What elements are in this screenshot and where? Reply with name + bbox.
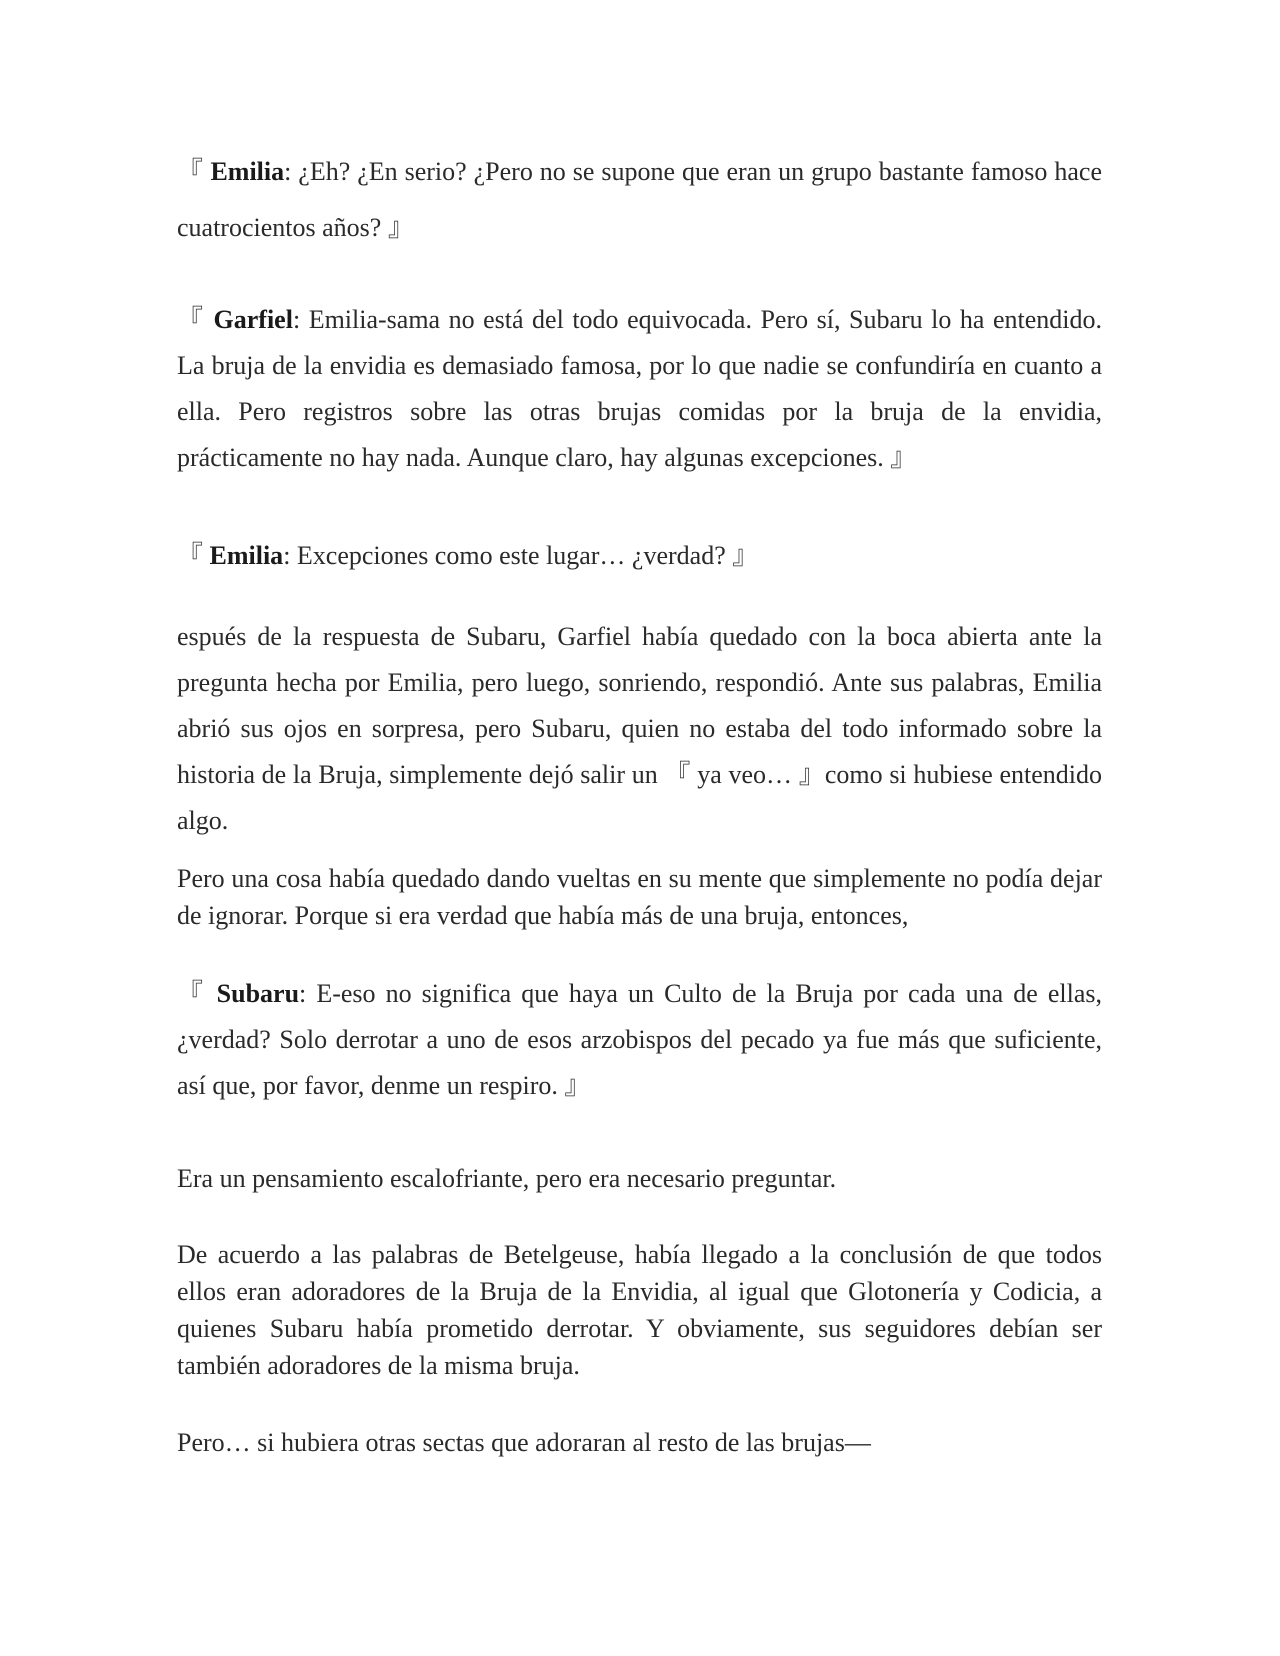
close-bracket: 』: [387, 213, 414, 242]
narration-paragraph-5: [177, 1424, 1102, 1461]
narration-paragraph-3: [177, 1160, 1102, 1197]
inline-quote: ya veo…: [690, 760, 799, 789]
narration-text: Era un pensamiento escalofriante, pero era necesario preguntar.: [177, 1164, 837, 1193]
dialogue-emilia-2: 『 Emilia: Excepciones como este lugar… ¿verdad? 』: [177, 541, 759, 570]
narration-text: espués de la respuesta de Subaru, Garfiel había quedado con la boca abierta ante la pregunta hecha por Emilia, pero luego, sonriendo, respondió. Ante sus palabras, Emilia abrió sus ojos en sorpresa, pero Subaru, quien no estaba del todo informado sobre la historia de la Bruja, simplemente dejó salir un: [177, 622, 1102, 789]
open-bracket: 『: [177, 541, 204, 570]
close-bracket: 』: [732, 541, 759, 570]
narration-paragraph-1: [177, 614, 1102, 844]
narration-text: De acuerdo a las palabras de Betelgeuse, había llegado a la conclusión de que todos ellos eran adoradores de la Bruja de la Envidia, al igual que Glotonería y Codicia, a quienes Subaru había prometido derrotar. Y obviamente, sus seguidores debían ser también adoradores de la misma bruja.: [177, 1240, 1102, 1380]
speaker-name: Garfiel: [213, 305, 293, 334]
narration-paragraph-4: [177, 1236, 1102, 1384]
dialogue-text: Excepciones como este lugar… ¿verdad?: [296, 541, 733, 570]
narration-text: como si hubiese entendido algo.: [177, 760, 1102, 835]
close-bracket: 』: [564, 1071, 591, 1100]
dialogue-emilia-1: 『 Emilia: ¿Eh? ¿En serio? ¿Pero no se supone que eran un grupo bastante famoso hace cuatrocientos años? 』: [177, 157, 1102, 242]
dialogue-text: ¿Eh? ¿En serio? ¿Pero no se supone que eran un grupo bastante famoso hace cuatrocientos años?: [177, 157, 1102, 242]
close-bracket: 』: [798, 760, 825, 789]
open-bracket: 『: [177, 157, 204, 186]
open-bracket: 『: [664, 760, 691, 789]
speaker-name: Emilia: [209, 541, 284, 570]
narration-text: Pero una cosa había quedado dando vueltas en su mente que simplemente no podía dejar de ignorar. Porque si era verdad que había más de una bruja, entonces,: [177, 864, 1102, 930]
narration-text: Pero… si hubiera otras sectas que adoraran al resto de las brujas—: [177, 1428, 871, 1457]
dialogue-subaru: 『 Subaru: E-eso no significa que haya un Culto de la Bruja por cada una de ellas, ¿verdad? Solo derrotar a uno de esos arzobispos del pecado ya fue más que suficiente, así que, por favor, denme un respiro. 』: [177, 979, 1102, 1100]
speaker-name: Subaru: [216, 979, 300, 1008]
narration-paragraph-2: [177, 860, 1102, 934]
dialogue-text: Emilia-sama no está del todo equivocada. Pero sí, Subaru lo ha entendido. La bruja de la envidia es demasiado famosa, por lo que nadie se confundiría en cuanto a ella. Pero registros sobre las otras brujas comidas por la bruja de la envidia, prácticamente no hay nada. Aunque claro, hay algunas excepciones.: [177, 305, 1102, 472]
speaker-name: Emilia: [210, 157, 285, 186]
open-bracket: 『: [177, 305, 206, 334]
close-bracket: 』: [890, 443, 917, 472]
dialogue-text: E-eso no significa que haya un Culto de la Bruja por cada una de ellas, ¿verdad? Solo derrotar a uno de esos arzobispos del pecado ya fue más que suficiente, así que, por favor, denme un respiro.: [177, 979, 1102, 1100]
open-bracket: 『: [177, 979, 207, 1008]
dialogue-garfiel: 『 Garfiel: Emilia-sama no está del todo equivocada. Pero sí, Subaru lo ha entendido. La bruja de la envidia es demasiado famosa, por lo que nadie se confundiría en cuanto a ella. Pero registros sobre las otras brujas comidas por la bruja de la envidia, prácticamente no hay nada. Aunque claro, hay algunas excepciones. 』: [177, 305, 1102, 472]
